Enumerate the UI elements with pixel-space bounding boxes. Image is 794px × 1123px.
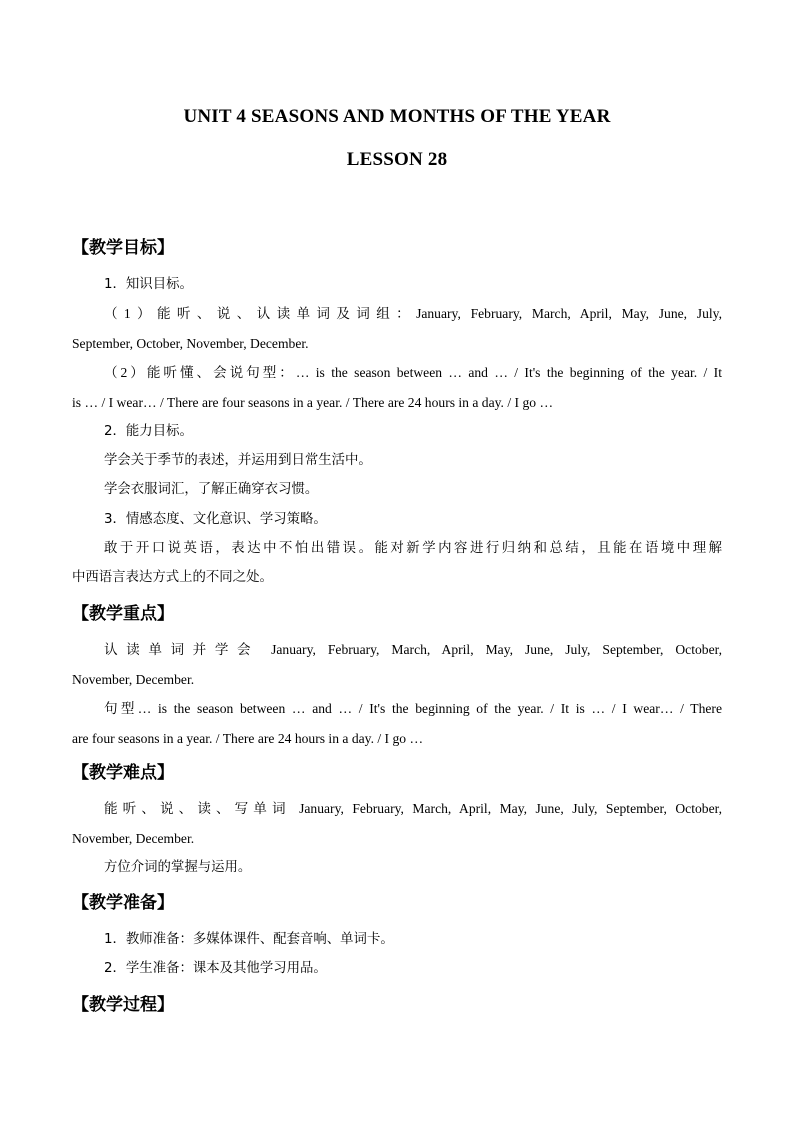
difficulties-line-3: 方位介词的掌握与运用。 (104, 860, 252, 875)
key-points-line-4: are four seasons in a year. / There are 24 hours in a day. / I go … (72, 731, 424, 746)
heading-difficulties: 【教学难点】 (72, 763, 174, 783)
objectives-line-3: September, October, November, December. (72, 336, 309, 351)
objectives-line-1: 1．知识目标。 (104, 277, 193, 292)
key-points-line-1: 认读单词并学会 January, February, March, April, May, June, July, September, October, (104, 642, 722, 657)
objectives-line-6: 2．能力目标。 (104, 424, 193, 439)
unit-title: UNIT 4 SEASONS AND MONTHS OF THE YEAR (183, 106, 611, 127)
objectives-line-2: （1）能听、说、认读单词及词组：January, February, March, April, May, June, July, (104, 306, 722, 321)
heading-objectives: 【教学目标】 (72, 238, 174, 258)
objectives-line-7: 学会关于季节的表述，并运用到日常生活中。 (104, 453, 372, 468)
objectives-line-8: 学会衣服词汇，了解正确穿衣习惯。 (104, 482, 319, 497)
difficulties-line-1: 能听、说、读、写单词 January, February, March, April, May, June, July, September, October, (104, 801, 722, 816)
key-points-line-2: November, December. (72, 672, 195, 687)
heading-process: 【教学过程】 (72, 995, 174, 1015)
objectives-line-9: 3．情感态度、文化意识、学习策略。 (104, 512, 327, 527)
preparation-line-1: 1．教师准备：多媒体课件、配套音响、单词卡。 (104, 932, 394, 947)
lesson-title: LESSON 28 (346, 149, 448, 170)
objectives-line-11: 中西语言表达方式上的不同之处。 (72, 570, 273, 585)
objectives-line-5: is … / I wear… / There are four seasons in a year. / There are 24 hours in a day. / I go … (72, 395, 554, 410)
preparation-line-2: 2．学生准备：课本及其他学习用品。 (104, 961, 327, 976)
key-points-line-3: 句型… is the season between … and … / It's the beginning of the year. / It is … / I wear… / There (104, 701, 722, 716)
objectives-line-10: 敢于开口说英语，表达中不怕出错误。能对新学内容进行归纳和总结，且能在语境中理解 (104, 541, 722, 556)
heading-preparation: 【教学准备】 (72, 893, 174, 913)
objectives-line-4: （2）能听懂、会说句型：… is the season between … and … / It's the beginning of the year. / It (104, 365, 722, 380)
difficulties-line-2: November, December. (72, 831, 195, 846)
heading-key-points: 【教学重点】 (72, 604, 174, 624)
